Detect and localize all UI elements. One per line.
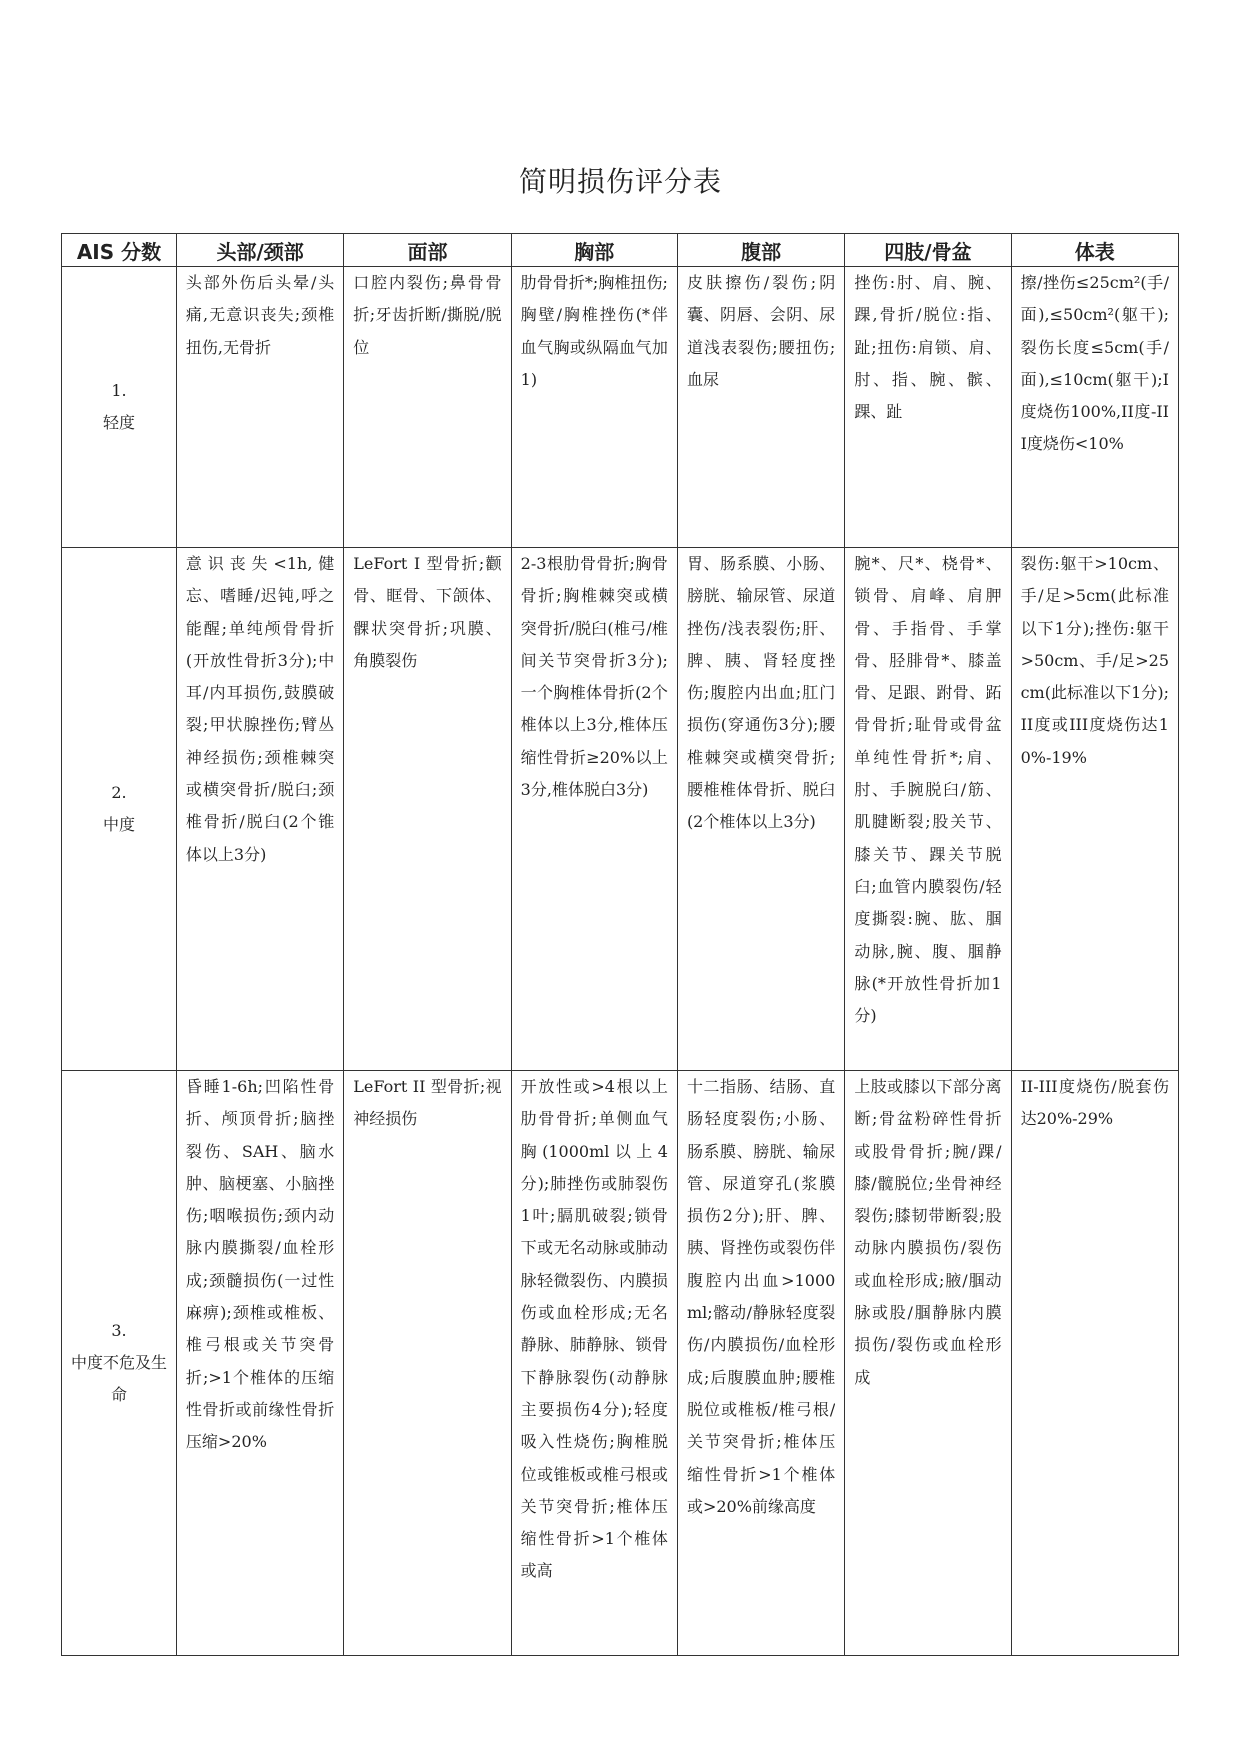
- cell-text: 挫伤:肘、肩、腕、踝,骨折/脱位:指、趾;扭伤:肩锁、肩、肘、指、腕、髌、踝、趾: [854, 273, 1002, 422]
- abdomen-cell: [677, 548, 844, 1071]
- grade-number: 3.: [111, 1321, 127, 1340]
- header-head-neck: 头部/颈部: [176, 234, 343, 267]
- cell-text: LeFort II 型骨折;视神经损伤: [353, 1077, 502, 1129]
- grade-cell: [62, 548, 177, 1071]
- header-body-surface: 体表: [1011, 234, 1178, 267]
- head-neck-cell: [176, 548, 343, 1071]
- table-row: [62, 1071, 1179, 1656]
- cell-text: LeFort I 型骨折;颧骨、眶骨、下颌体、髁状突骨折;巩膜、角膜裂伤: [353, 554, 502, 670]
- grade-label: 中度不危及生命: [70, 1353, 167, 1404]
- header-abdomen: 腹部: [677, 234, 844, 267]
- grade-cell: [62, 267, 177, 548]
- cell-text: II-III度烧伤/脱套伤达20%-29%: [1020, 1077, 1169, 1129]
- header-face: 面部: [344, 234, 511, 267]
- cell-text: 意识丧失<1h,健忘、嗜睡/迟钝,呼之能醒;单纯颅骨骨折(开放性骨折3分);中耳/内耳损伤,鼓膜破裂;甲状腺挫伤;臂丛神经损伤;颈椎棘突或横突骨折/脱臼;颈椎骨折/脱臼(2个锥体以上3分): [185, 554, 335, 864]
- table-row: [62, 267, 1179, 548]
- limbs-pelvis-cell: [845, 1071, 1011, 1656]
- chest-cell: [511, 548, 677, 1071]
- header-limbs-pelvis: 四肢/骨盆: [845, 234, 1011, 267]
- header-chest: 胸部: [511, 234, 677, 267]
- header-row: [62, 234, 1179, 267]
- abdomen-cell: [677, 267, 844, 548]
- grade-number: 2.: [111, 783, 127, 802]
- face-cell: [344, 1071, 511, 1656]
- grade-label: 轻度: [102, 413, 135, 432]
- grade-cell: [62, 1071, 177, 1656]
- chest-cell: [511, 1071, 677, 1656]
- face-cell: [344, 548, 511, 1071]
- cell-text: 肋骨骨折*;胸椎扭伤;胸壁/胸椎挫伤(*伴血气胸或纵隔血气加1): [520, 273, 668, 389]
- abdomen-cell: [677, 1071, 844, 1656]
- cell-text: 裂伤:躯干>10cm、手/足>5cm(此标准以下1分);挫伤:躯干>50cm、手/足>25cm(此标准以下1分);II度或III度烧伤达10%-19%: [1020, 554, 1169, 767]
- body-surface-cell: [1011, 1071, 1178, 1656]
- grade-number: 1.: [111, 381, 127, 400]
- body-surface-cell: [1011, 548, 1178, 1071]
- page-title: 简明损伤评分表: [518, 165, 722, 198]
- cell-text: 皮肤擦伤/裂伤;阴囊、阴唇、会阴、尿道浅表裂伤;腰扭伤;血尿: [686, 273, 836, 389]
- header-ais-score: AIS 分数: [62, 234, 177, 267]
- cell-text: 胃、肠系膜、小肠、膀胱、输尿管、尿道挫伤/浅表裂伤;肝、脾、胰、肾轻度挫伤;腹腔内出血;肛门损伤(穿通伤3分);腰椎棘突或横突骨折;腰椎椎体骨折、脱臼(2个椎体以上3分): [686, 554, 836, 832]
- cell-text: 开放性或>4根以上肋骨骨折;单侧血气胸(1000ml以上4分);肺挫伤或肺裂伤1叶;膈肌破裂;锁骨下或无名动脉或肺动脉轻微裂伤、内膜损伤或血栓形成;无名静脉、肺静脉、锁骨下静脉裂伤(动静脉主要损伤4分);轻度吸入性烧伤;胸椎脱位或锥板或椎弓根或关节突骨折;椎体压缩性骨折>1个椎体或高: [520, 1077, 668, 1581]
- ais-score-table: [61, 233, 1179, 1656]
- head-neck-cell: [176, 1071, 343, 1656]
- cell-text: 口腔内裂伤;鼻骨骨折;牙齿折断/撕脱/脱位: [353, 273, 502, 357]
- chest-cell: [511, 267, 677, 548]
- body-surface-cell: [1011, 267, 1178, 548]
- limbs-pelvis-cell: [845, 548, 1011, 1071]
- face-cell: [344, 267, 511, 548]
- cell-text: 昏睡1-6h;凹陷性骨折、颅顶骨折;脑挫裂伤、SAH、脑水肿、脑梗塞、小脑挫伤;咽喉损伤;颈内动脉内膜撕裂/血栓形成;颈髓损伤(一过性麻痹);颈椎或椎板、椎弓根或关节突骨折;>1个椎体的压缩性骨折或前缘性骨折压缩>20%: [185, 1077, 335, 1452]
- cell-text: 上肢或膝以下部分离断;骨盆粉碎性骨折或股骨骨折;腕/踝/膝/髋脱位;坐骨神经裂伤;膝韧带断裂;股动脉内膜损伤/裂伤或血栓形成;腋/腘动脉或股/腘静脉内膜损伤/裂伤或血栓形成: [854, 1077, 1002, 1387]
- cell-text: 腕*、尺*、桡骨*、锁骨、肩峰、肩胛骨、手指骨、手掌骨、胫腓骨*、膝盖骨、足跟、跗骨、跖骨骨折;耻骨或骨盆单纯性骨折*;肩、肘、手腕脱臼/筋、肌腱断裂;股关节、膝关节、踝关节脱臼;血管内膜裂伤/轻度撕裂:腕、肱、腘动脉,腕、腹、腘静脉(*开放性骨折加1分): [854, 554, 1002, 1026]
- cell-text: 2-3根肋骨骨折;胸骨骨折;胸椎棘突或横突骨折/脱臼(椎弓/椎间关节突骨折3分);一个胸椎体骨折(2个椎体以上3分,椎体压缩性骨折≥20%以上3分,椎体脱白3分): [520, 554, 668, 800]
- cell-text: 十二指肠、结肠、直肠轻度裂伤;小肠、肠系膜、膀胱、输尿管、尿道穿孔(浆膜损伤2分);肝、脾、胰、肾挫伤或裂伤伴腹腔内出血>1000ml;髂动/静脉轻度裂伤/内膜损伤/血栓形成;后腹膜血肿;腰椎脱位或椎板/椎弓根/关节突骨折;椎体压缩性骨折>1个椎体或>20%前缘高度: [686, 1077, 836, 1516]
- cell-text: 擦/挫伤≤25cm²(手/面),≤50cm²(躯干);裂伤长度≤5cm(手/面),≤10cm(躯干);I度烧伤100%,II度-III度烧伤<10%: [1020, 273, 1169, 454]
- head-neck-cell: [176, 267, 343, 548]
- cell-text: 头部外伤后头晕/头痛,无意识丧失;颈椎扭伤,无骨折: [185, 273, 335, 357]
- grade-label: 中度: [102, 815, 135, 834]
- table-row: [62, 548, 1179, 1071]
- limbs-pelvis-cell: [845, 267, 1011, 548]
